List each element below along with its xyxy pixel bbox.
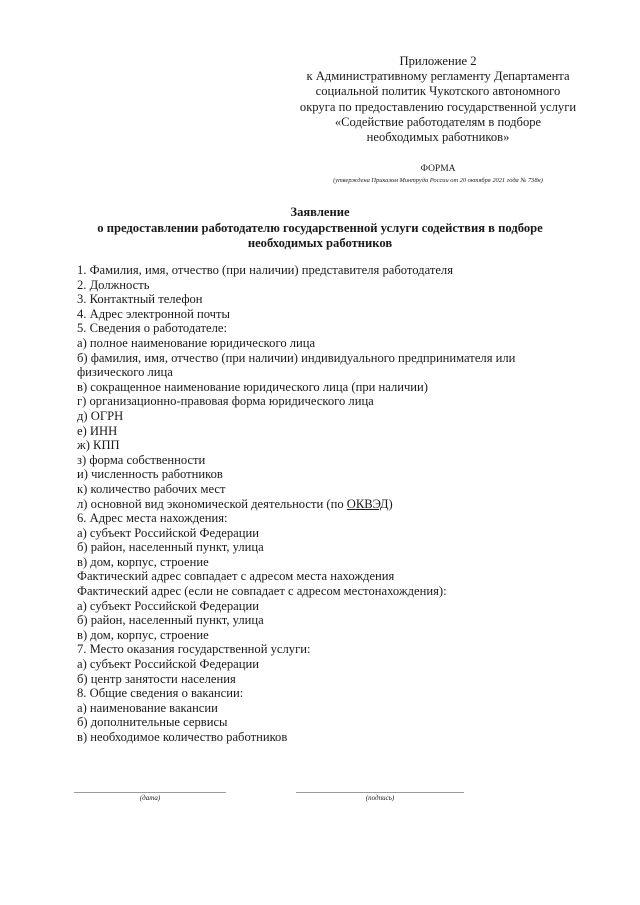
item-line-okved	[77, 497, 587, 512]
item-line: физического лица	[77, 365, 173, 380]
item-line: 4. Адрес электронной почты	[77, 306, 230, 321]
form-approval-note: (утверждена Приказом Минтруда России от 20 октября 2021 года № 738н)	[333, 177, 543, 184]
item-line: а) субъект Российской Федерации	[77, 657, 259, 672]
item-line: б) центр занятости населения	[77, 671, 236, 686]
item-line: д) ОГРН	[77, 408, 124, 423]
appendix-line: социальной политик Чукотского автономного	[315, 84, 561, 99]
item-line: 8. Общие сведения о вакансии:	[77, 686, 244, 701]
signature-line: (подпись)	[296, 792, 464, 803]
item-line: а) наименование вакансии	[77, 700, 218, 715]
item-line: а) субъект Российской Федерации	[77, 598, 259, 613]
item-line: а) полное наименование юридического лица	[77, 335, 316, 350]
date-signature-line: (дата)	[74, 792, 226, 803]
item-line: 1. Фамилия, имя, отчество (при наличии) представителя работодателя	[77, 263, 454, 277]
item-line: 7. Место оказания государственной услуги:	[77, 642, 311, 657]
appendix-line: округа по предоставлению государственной услуги	[299, 99, 577, 114]
title-line: о предоставлении работодателю государственной услуги содействия в подборе	[97, 220, 543, 235]
item-line: 6. Адрес места нахождения:	[77, 511, 228, 526]
appendix-line: «Содействие работодателям в подборе	[334, 114, 542, 129]
item-line: б) район, населенный пункт, улица	[77, 613, 264, 628]
item-line: 3. Контактный телефон	[77, 292, 203, 307]
item-line: в) необходимое количество работников	[77, 730, 288, 744]
title-line: Заявление	[290, 205, 350, 219]
appendix-header	[288, 54, 588, 145]
application-items	[77, 263, 587, 745]
item-line: Фактический адрес совпадает с адресом места нахождения	[77, 569, 395, 584]
appendix-line: необходимых работников»	[366, 130, 510, 145]
okved-link[interactable]: ОКВЭД	[346, 496, 389, 511]
item-line: и) численность работников	[77, 467, 223, 482]
item-line: ж) КПП	[77, 438, 120, 453]
item-line: в) дом, корпус, строение	[77, 627, 209, 642]
item-line: к) количество рабочих мест	[77, 481, 226, 496]
item-line: б) дополнительные сервисы	[77, 715, 228, 730]
appendix-line: к Административному регламенту Департамента	[306, 69, 570, 84]
item-text: )	[388, 496, 393, 511]
item-text: л) основной вид экономической деятельности (по	[77, 496, 347, 511]
title-line: необходимых работников	[247, 236, 393, 250]
item-line: б) район, населенный пункт, улица	[77, 540, 264, 555]
form-label: ФОРМА	[420, 164, 456, 174]
item-line: з) форма собственности	[77, 452, 206, 467]
item-line: б) фамилия, имя, отчество (при наличии) индивидуального предпринимателя или	[77, 350, 516, 365]
item-line: в) дом, корпус, строение	[77, 554, 209, 569]
item-line: Фактический адрес (если не совпадает с адресом местонахождения):	[77, 584, 447, 599]
item-line: е) ИНН	[77, 423, 118, 438]
item-line: а) субъект Российской Федерации	[77, 525, 259, 540]
item-line: 2. Должность	[77, 277, 150, 292]
item-line: г) организационно-правовая форма юридического лица	[77, 394, 374, 409]
item-line: 5. Сведения о работодателе:	[77, 321, 227, 336]
appendix-line: Приложение 2	[399, 54, 477, 68]
item-line: в) сокращенное наименование юридического лица (при наличии)	[77, 379, 428, 394]
document-title	[60, 205, 580, 252]
